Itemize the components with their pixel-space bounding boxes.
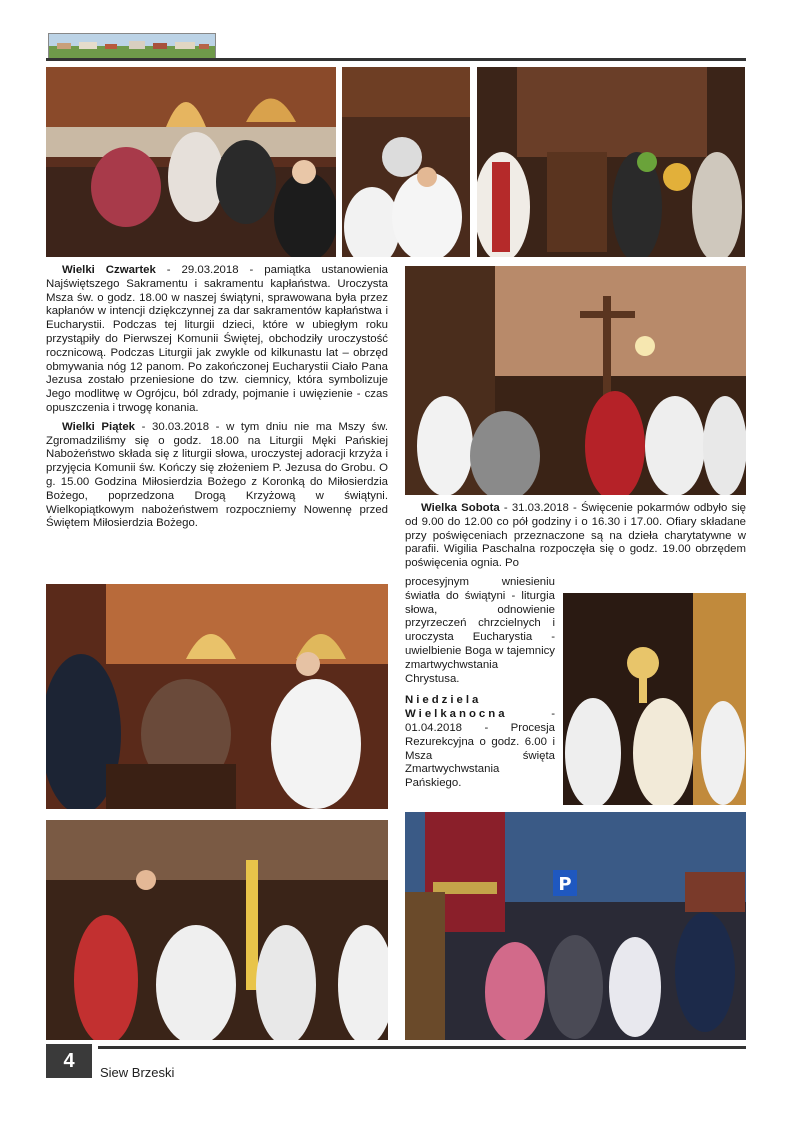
photo-children-church [46,67,336,257]
parking-sign-letter: P [558,874,572,895]
heading-wielki-czwartek: Wielki Czwartek [62,264,156,276]
paragraph-wielki-piatek: Wielki Piątek - 30.03.2018 - w tym dniu nie ma Mszy św. Zgromadziliśmy się o godz. 18.00 na Liturgii Męki Pańskiej Nabożeństwo składa się z liturgii słowa, uroczystej adoracji krzyża i przyjęcia Komunii św. Kończy się złożeniem P. Jezusa do Grobu. O g. 15.00 Godzina Miłosierdzia Bożego z Koronką do Miłosierdzia Bożego, poprzedzona Drogą Krzyżową w świątyni. Wielkopiątkowym nabożeństwem rozpoczniemy Nowennę przed Świętem Miłosierdzia Bożego. [46,420,388,530]
paragraph-wielki-czwartek: Wielki Czwartek - 29.03.2018 - pamiątka ustanowienia Najświętszego Sakramentu i sakramentu kapłaństwa. Uroczysta Msza św. o godz. 18.00 w naszej świątyni, sprawowana była przez kapłanów w intencji dziękczynnej za dar sakramentów kapłaństwa i Eucharystii. Podczas tej liturgii dzieci, które w ubiegłym roku przystąpiły do Pierwszej Komunii Świętej, obchodziły uroczystość rocznicową. Podczas Liturgii jak zwykle od kilkunastu lat – obrzęd obmywania nóg 12 panom. Po zakończonej Eucharystii Ciało Pana Jezusa zostało przeniesione do tzw. ciemnicy, która symbolizuje Jego modlitwę w Ogrójcu, ból zdrady, pojmanie i uwięzienie - czas opuszczenia i trwogę konania. [46,264,388,414]
text-sobota-continued [405,576,555,791]
photo-resurrection-procession [405,812,746,1040]
photo-monstrance [563,593,746,805]
header-thumbnail-village [48,33,216,59]
heading-wielka-sobota: Wielka Sobota [421,502,500,514]
page-number: 4 [46,1044,92,1078]
photo-offering-gifts [477,67,745,257]
header-rule [46,58,746,61]
text-column-left-top [46,264,388,536]
footer-rule [98,1046,746,1049]
photo-footwashing [342,67,470,257]
publication-name: Siew Brzeski [100,1065,175,1080]
text-wielka-sobota [405,502,746,571]
paragraph-wielka-sobota: Wielka Sobota - 31.03.2018 - Święcenie pokarmów odbyło się od 9.00 do 12.00 co pół godziny i o 16.30 i 17.00. Ofiary składane przy poświęceniach przeznaczone są na dzieła charytatywne w parafii. Wigilia Paschalna rozpoczęła się o godz. 19.00 obrzędem poświęcenia ognia. Po [405,502,747,570]
heading-wielki-piatek: Wielki Piątek [62,420,135,433]
photo-paschal-candle [46,820,388,1040]
heading-niedziela-wielkanocna: Niedziela Wielkanocna [405,694,508,721]
photo-food-blessing [46,584,388,809]
paragraph-sobota-cont: procesyjnym wniesieniu światła do świątyni - liturgia słowa, odnowienie przyrzeczeń chrzcielnych i uroczysta Eucharystia - uwielbienie Boga w tajemnicy zmartwychwstania Chrystusa. [405,576,555,685]
paragraph-niedziela: Niedziela Wielkanocna - 01.04.2018 - Procesja Rezurekcyjna o godz. 6.00 i Msza święta Zmartwychwstania Pańskiego. [405,694,555,790]
photo-cross-adoration [405,266,746,495]
